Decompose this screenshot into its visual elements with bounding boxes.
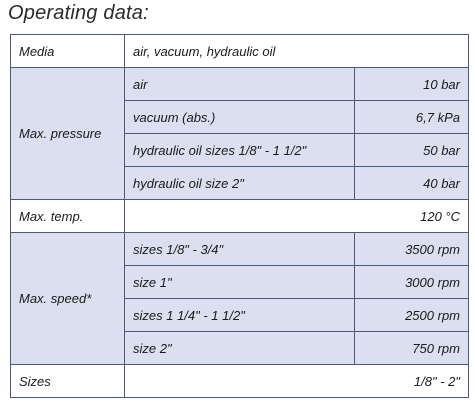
table-row (11, 365, 469, 398)
speed-value: 3500 rpm (355, 233, 469, 266)
row-label-sizes: Sizes (11, 365, 125, 398)
pressure-value: 40 bar (355, 167, 469, 200)
pressure-value: 10 bar (355, 68, 469, 101)
speed-condition: size 2" (125, 332, 355, 365)
pressure-condition: air (125, 68, 355, 101)
speed-value: 3000 rpm (355, 266, 469, 299)
table-row (11, 200, 469, 233)
operating-data-table (10, 34, 469, 398)
speed-condition: size 1" (125, 266, 355, 299)
pressure-value: 50 bar (355, 134, 469, 167)
speed-condition: sizes 1/8" - 3/4" (125, 233, 355, 266)
pressure-value: 6,7 kPa (355, 101, 469, 134)
pressure-condition: vacuum (abs.) (125, 101, 355, 134)
speed-value: 750 rpm (355, 332, 469, 365)
row-label-max-speed: Max. speed* (11, 233, 125, 365)
max-temp-value: 120 °C (125, 200, 469, 233)
row-label-media: Media (11, 35, 125, 68)
speed-value: 2500 rpm (355, 299, 469, 332)
media-value: air, vacuum, hydraulic oil (125, 35, 469, 68)
table-row (11, 233, 469, 266)
pressure-condition: hydraulic oil sizes 1/8" - 1 1/2" (125, 134, 355, 167)
table-row (11, 68, 469, 101)
table-row (11, 35, 469, 68)
pressure-condition: hydraulic oil size 2" (125, 167, 355, 200)
row-label-max-temp: Max. temp. (11, 200, 125, 233)
page-title: Operating data: (8, 2, 149, 24)
sizes-value: 1/8" - 2" (125, 365, 469, 398)
row-label-max-pressure: Max. pressure (11, 68, 125, 200)
speed-condition: sizes 1 1/4" - 1 1/2" (125, 299, 355, 332)
